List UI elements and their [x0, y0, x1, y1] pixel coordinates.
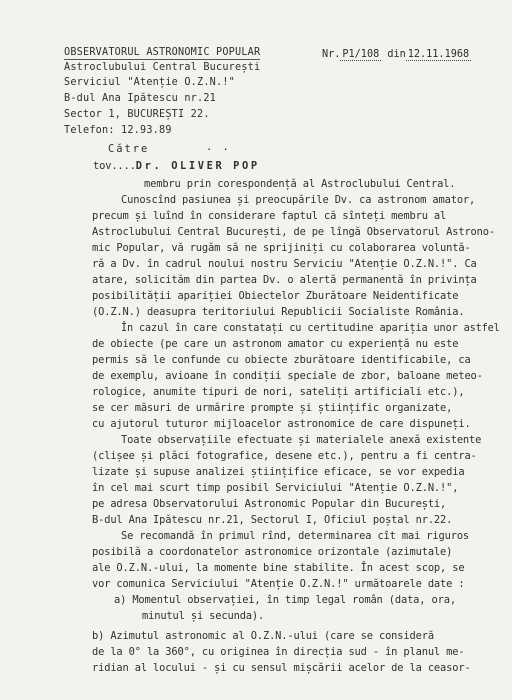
body-line: în cel mai scurt timp posibil Serviciului "Atenție O.Z.N.!", — [92, 482, 459, 494]
tov-label: tov — [93, 160, 112, 172]
street-address: B-dul Ana Ipătescu nr.21 — [64, 93, 217, 104]
institution-name: OBSERVATORUL ASTRONOMIC POPULAR — [64, 47, 261, 58]
dotted-leader: .... — [111, 160, 136, 172]
body-line: Astroclubului Central București, de pe lîngă Observatorul Astrono- — [92, 226, 495, 238]
dotted-mark: . . — [206, 141, 231, 153]
body-line: vor comunica Serviciului "Atenție O.Z.N.!" următoarele date : — [92, 578, 465, 590]
recipient-line — [93, 160, 260, 173]
body-line: de la 0° la 360°, cu originea în direcția sud - în planul me- — [92, 646, 465, 658]
body-line: de obiecte (pe care un astronom amator cu experiență nu este — [92, 338, 459, 350]
body-line: mic Popular, vă rugăm să ne sprijiniți cu colaborarea voluntă- — [92, 242, 471, 254]
body-line: de exemplu, avioane în condiții speciale de zbor, baloane meteo- — [92, 370, 483, 382]
nr-value: P1/108 — [342, 49, 380, 60]
body-line: a) Momentul observației, în timp legal român (data, ora, — [114, 594, 456, 606]
club-name: Astroclubului Central București — [64, 62, 261, 73]
body-line: Cunoscînd pasiunea și preocupările Dv. ca astronom amator, — [121, 194, 476, 206]
body-line: posibilității apariției Obiectelor Zburătoare Neidentificate — [92, 290, 459, 302]
body-line: permis să le confunde cu obiecte zburătoare identificabile, ca — [92, 354, 471, 366]
body-line: cu ajutorul tuturor mijloacelor astronomice de care dispuneți. — [92, 418, 471, 430]
body-line: lizate și supuse analizei științifice eficace, se vor expedia — [92, 466, 465, 478]
phone-number: Telefon: 12.93.89 — [64, 125, 172, 136]
recipient-role: membru prin corespondență al Astroclubului Central. — [144, 178, 456, 190]
body-line: Se recomandă în primul rînd, determinarea cît mai riguros — [121, 530, 470, 542]
body-line: rologice, anumite tipuri de nori, sateliți artificiali etc.), — [92, 386, 465, 398]
body-line: (O.Z.N.) deasupra teritoriului Republicii Socialiste România. — [92, 306, 465, 318]
body-line: b) Azimutul astronomic al O.Z.N.-ului (care se consideră — [92, 630, 434, 642]
body-line: În cazul în care constatați cu certitudine apariția unor astfel — [121, 322, 500, 334]
body-line: pe adresa Observatorului Astronomic Popular din București, — [92, 498, 447, 510]
body-line: Toate observațiile efectuate și materialele anexă existente — [121, 434, 482, 446]
body-line: atare, solicităm din partea Dv. o alertă permanentă în privința — [92, 274, 477, 286]
to-label: Către — [108, 143, 150, 155]
reference-line — [322, 49, 471, 60]
body-line: se cer măsuri de urmărire prompte și științific organizate, — [92, 402, 453, 414]
reference-date: 12.11.1968 — [407, 49, 470, 60]
body-line: ale O.Z.N.-ului, la momente bine stabilite. În acest scop, se — [92, 562, 465, 574]
din-label: din — [387, 49, 406, 60]
body-line: minutul și secunda). — [142, 610, 265, 622]
body-line: precum și luînd în considerare faptul că sînteți membru al — [92, 210, 447, 222]
body-line: (clișee și plăci fotografice, desene etc.), pentru a fi centra- — [92, 450, 477, 462]
body-line: ră a Dv. în cadrul noului nostru Serviciu "Atenție O.Z.N.!". Ca — [92, 258, 477, 270]
sector-address: Sector 1, BUCUREȘTI 22. — [64, 109, 210, 120]
service-name: Serviciul "Atenție O.Z.N.!" — [64, 77, 236, 88]
nr-label: Nr. — [322, 49, 341, 60]
body-line: B-dul Ana Ipătescu nr.21, Sectorul I, Oficiul poștal nr.22. — [92, 514, 453, 526]
recipient-name: Dr. OLIVER POP — [135, 160, 260, 172]
body-line: posibilă a coordonatelor astronomice orizontale (azimutale) — [92, 546, 453, 558]
body-line: ridian al locului - și cu sensul mișcării acelor de la ceasor- — [92, 662, 471, 674]
